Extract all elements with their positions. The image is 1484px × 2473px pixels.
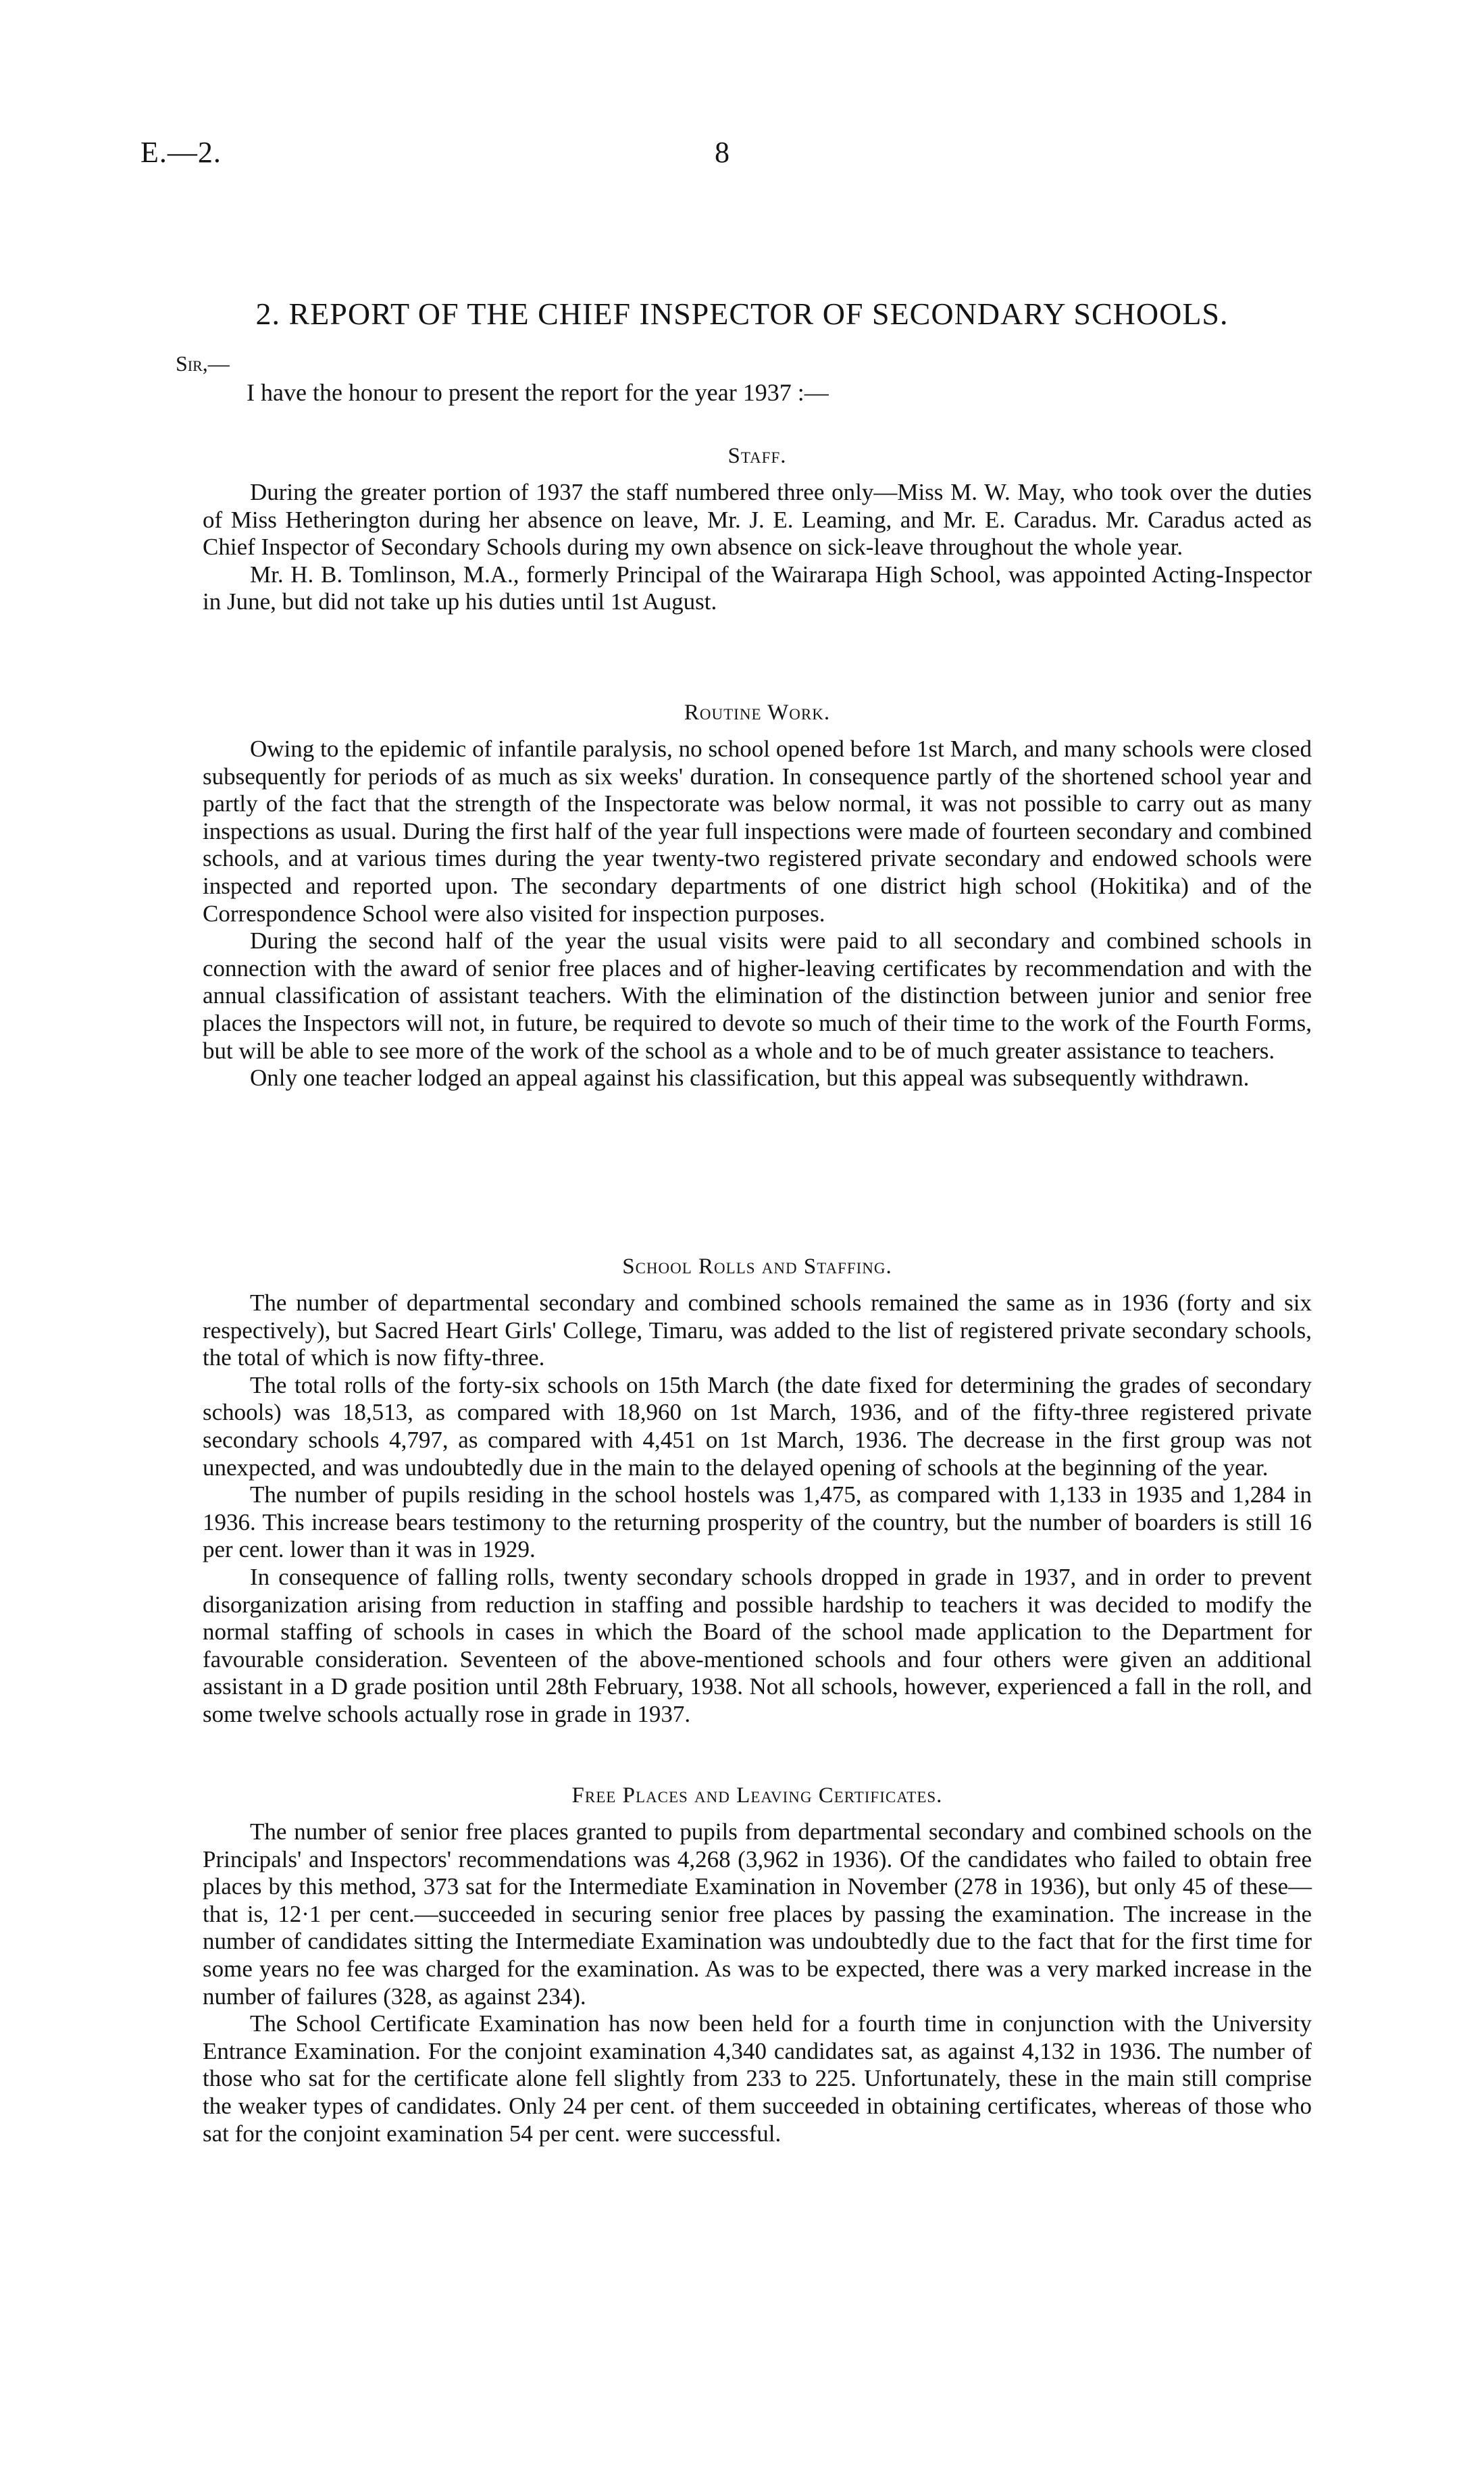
salutation: Sir,— [176,351,230,376]
section-school-rolls [203,1253,1312,1729]
section-free-places [203,1782,1312,2147]
page-reference: E.—2. [140,136,222,169]
section-heading-school-rolls: School Rolls and Staffing. [622,1254,892,1279]
paragraph: Mr. H. B. Tomlinson, M.A., formerly Principal of the Wairarapa High School, was appointed Acting-Inspector in June, but did not take up his duties until 1st August. [203,561,1312,615]
section-heading-free-places: Free Places and Leaving Certificates. [571,1783,943,1808]
paragraph: During the greater portion of 1937 the staff numbered three only—Miss M. W. May, who took over the duties of Miss Hetherington during her absence on leave, Mr. J. E. Leaming, and Mr. E. Caradus. Mr. Caradus acted as Chief Inspector of Secondary Schools during my own absence on sick-leave throughout the whole year. [203,479,1312,561]
page-number: 8 [715,136,730,169]
section-heading-routine-work: Routine Work. [684,700,831,725]
section-heading-staff: Staff. [727,444,787,468]
paragraph: The School Certificate Examination has now been held for a fourth time in conjunction with the University Entrance Examination. For the conjoint examination 4,340 candidates sat, as against 4,132 in 1936. The number of those who sat for the certificate alone fell slightly from 233 to 225. Unfortunately, these in the main still comprise the weaker types of candidates. Only 24 per cent. of them succeeded in obtaining certificates, whereas of those who sat for the conjoint examination 54 per cent. were successful. [203,2010,1312,2147]
paragraph: The total rolls of the forty-six schools on 15th March (the date fixed for determining the grades of secondary schools) was 18,513, as compared with 18,960 on 1st March, 1936, and of the fifty-three registered private secondary schools 4,797, as compared with 4,451 on 1st March, 1936. The decrease in the first group was not unexpected, and was undoubtedly due in the main to the delayed opening of schools at the beginning of the year. [203,1371,1312,1481]
report-title: 2. REPORT OF THE CHIEF INSPECTOR OF SECONDARY SCHOOLS. [255,297,1229,331]
paragraph: The number of departmental secondary and combined schools remained the same as in 1936 (forty and six respectively), but Sacred Heart Girls' College, Timaru, was added to the list of registered private secondary schools, the total of which is now fifty-three. [203,1290,1312,1371]
paragraph: During the second half of the year the usual visits were paid to all secondary and combined schools in connection with the award of senior free places and of higher-leaving certificates by recommendation and with the annual classification of assistant teachers. With the elimination of the distinction between junior and senior free places the Inspectors will not, in future, be required to devote so much of their time to the work of the Fourth Forms, but will be able to see more of the work of the school as a whole and to be of much greater assistance to teachers. [203,927,1312,1064]
paragraph: Owing to the epidemic of infantile paralysis, no school opened before 1st March, and many schools were closed subsequently for periods of as much as six weeks' duration. In consequence partly of the shortened school year and partly of the fact that the strength of the Inspectorate was below normal, it was not possible to carry out as many inspections as usual. During the first half of the year full inspections were made of fourteen secondary and combined schools, and at various times during the year twenty-two registered private secondary and endowed schools were inspected and reported upon. The secondary departments of one district high school (Hokitika) and of the Correspondence School were also visited for inspection purposes. [203,736,1312,927]
section-routine-work [203,699,1312,1092]
paragraph: The number of pupils residing in the school hostels was 1,475, as compared with 1,133 in 1935 and 1,284 in 1936. This increase bears testimony to the returning prosperity of the country, but the number of boarders is still 16 per cent. lower than it was in 1929. [203,1481,1312,1563]
section-staff [203,442,1312,616]
opening-line: I have the honour to present the report for the year 1937 :— [247,379,829,406]
paragraph: In consequence of falling rolls, twenty secondary schools dropped in grade in 1937, and in order to prevent disorganization arising from reduction in staffing and possible hardship to teachers it was decided to modify the normal staffing of schools in cases in which the Board of the school made application to the Department for favourable consideration. Seventeen of the above-mentioned schools and four others were given an additional assistant in a D grade position until 28th February, 1938. Not all schools, however, experienced a fall in the roll, and some twelve schools actually rose in grade in 1937. [203,1563,1312,1727]
paragraph: Only one teacher lodged an appeal against his classification, but this appeal was subsequently withdrawn. [250,1065,1250,1092]
paragraph: The number of senior free places granted to pupils from departmental secondary and combined schools on the Principals' and Inspectors' recommendations was 4,268 (3,962 in 1936). Of the candidates who failed to obtain free places by this method, 373 sat for the Intermediate Examination in November (278 in 1936), but only 45 of these—that is, 12·1 per cent.—succeeded in securing senior free places by passing the examination. The increase in the number of candidates sitting the Intermediate Examination was undoubtedly due to the fact that for the first time for some years no fee was charged for the examination. As was to be expected, there was a very marked increase in the number of failures (328, as against 234). [203,1818,1312,2010]
